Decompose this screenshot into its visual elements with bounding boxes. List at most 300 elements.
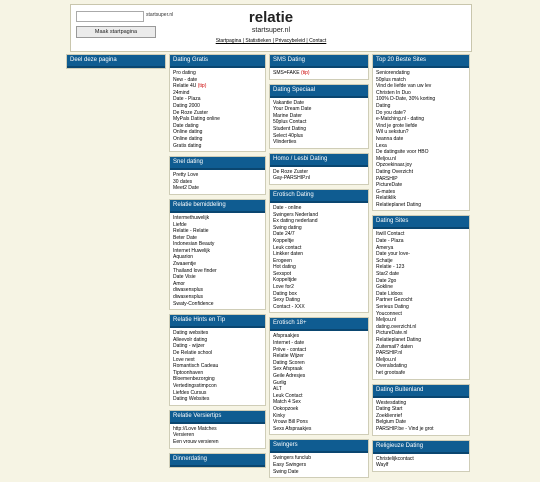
link-text[interactable]: 50plus Contact — [273, 119, 307, 126]
link-text[interactable]: Dating websites — [173, 330, 209, 337]
link-text[interactable]: Dating - wijzer — [173, 343, 205, 350]
link-text[interactable]: Easy Swingers — [273, 461, 307, 468]
link-item[interactable] — [173, 248, 263, 255]
link-item[interactable] — [376, 370, 467, 377]
link-item[interactable] — [273, 399, 366, 406]
link-text[interactable]: Aquarion — [173, 254, 194, 261]
link-item[interactable] — [273, 106, 366, 113]
link-text[interactable]: PARSHIP.be - Vind je grot — [376, 425, 434, 432]
link-item[interactable] — [173, 123, 263, 130]
link-text[interactable]: Meet2 Date — [173, 185, 199, 192]
link-item[interactable] — [173, 439, 263, 446]
link-item[interactable] — [173, 254, 263, 261]
link-item[interactable] — [376, 195, 467, 202]
link-item[interactable] — [376, 324, 467, 331]
link-item[interactable] — [376, 317, 467, 324]
link-item[interactable] — [173, 129, 263, 136]
link-text[interactable]: De Relatie school — [173, 350, 213, 356]
link-text[interactable]: Contact - XXX — [273, 303, 305, 310]
link-item[interactable] — [273, 258, 366, 265]
page-title: relatie — [248, 9, 294, 26]
link-item[interactable] — [173, 363, 263, 370]
link-box-title: Dinnerdating — [170, 454, 265, 467]
link-text[interactable]: Erogeen — [273, 257, 292, 264]
link-item[interactable] — [273, 284, 366, 291]
link-text[interactable]: Koppeltje — [273, 237, 294, 244]
link-text[interactable]: Intermethuwelijk — [173, 214, 210, 221]
link-item[interactable] — [273, 426, 366, 433]
link-item[interactable] — [273, 340, 366, 347]
link-item[interactable] — [376, 419, 467, 426]
link-item[interactable] — [173, 432, 263, 439]
link-text[interactable]: Date dating — [173, 122, 199, 129]
link-text[interactable]: Swingers Nederland — [273, 211, 319, 218]
link-item[interactable] — [273, 133, 366, 140]
link-text[interactable]: http://Love Matches — [173, 425, 217, 432]
link-list — [270, 203, 368, 313]
link-text[interactable]: Date - Plaza — [376, 238, 404, 245]
link-text[interactable]: Vertedingsstimpcon — [173, 382, 217, 389]
link-text[interactable]: Koppeltjde — [273, 277, 297, 284]
header-nav-links[interactable]: Startpagina | Statistieken | Privacybeleid | Contact — [215, 38, 327, 44]
link-item[interactable] — [173, 222, 263, 229]
link-box-title: Deel deze pagina — [67, 55, 165, 68]
link-text[interactable]: Zuitemail? daten — [376, 343, 413, 350]
link-box-title: Relatie bemiddeling — [170, 200, 265, 213]
link-box-title: Snel dating — [170, 157, 265, 170]
link-item[interactable] — [376, 162, 467, 169]
link-text[interactable]: ALT — [273, 386, 282, 393]
link-item[interactable] — [173, 287, 263, 294]
link-box — [372, 440, 470, 472]
link-item[interactable] — [173, 116, 263, 123]
link-item[interactable] — [376, 123, 467, 130]
link-text[interactable]: Itwill Contact — [376, 231, 405, 238]
link-text[interactable]: Pretty Love — [173, 172, 199, 179]
link-text[interactable]: Ookopzoek — [273, 405, 299, 412]
link-text[interactable]: Vakantie Date — [273, 99, 305, 106]
link-text[interactable]: Internet - date — [273, 340, 305, 347]
link-text[interactable]: Serieus Dating — [376, 304, 409, 310]
link-text[interactable]: 50plus match — [376, 76, 406, 83]
link-item[interactable] — [273, 353, 366, 360]
link-text[interactable]: Relatie - 123 — [376, 264, 405, 271]
link-item[interactable] — [376, 189, 467, 196]
link-text[interactable]: Dating Overzicht — [376, 168, 413, 175]
link-item[interactable] — [173, 426, 263, 433]
link-item[interactable] — [273, 238, 366, 245]
link-item[interactable] — [273, 70, 366, 77]
link-item[interactable] — [376, 129, 467, 136]
link-text[interactable]: Opzoekinaar.joy — [376, 162, 412, 169]
link-item[interactable] — [173, 274, 263, 281]
link-item[interactable] — [273, 175, 366, 182]
link-item[interactable] — [173, 337, 263, 344]
link-item[interactable] — [173, 172, 263, 179]
link-item[interactable] — [173, 330, 263, 337]
link-text[interactable]: Waylf — [376, 462, 389, 469]
link-text[interactable]: Your Dream Date — [273, 106, 312, 113]
link-item[interactable] — [173, 281, 263, 288]
link-item[interactable] — [173, 110, 263, 117]
link-item[interactable] — [273, 100, 366, 107]
link-item[interactable] — [273, 297, 366, 304]
link-list — [270, 167, 368, 184]
link-text[interactable]: Zoeklienrief — [376, 412, 402, 419]
link-item[interactable] — [173, 70, 263, 77]
link-item[interactable] — [376, 357, 467, 364]
link-text[interactable]: Vlinderties — [273, 139, 297, 146]
link-item[interactable] — [173, 103, 263, 110]
link-item[interactable] — [173, 390, 263, 397]
link-text[interactable]: Priive - contact — [273, 346, 307, 353]
link-text[interactable]: Amerya — [376, 244, 394, 251]
link-item[interactable] — [173, 396, 263, 403]
link-item[interactable] — [273, 212, 366, 219]
link-text[interactable]: Westesdating — [376, 399, 407, 406]
link-text[interactable]: Ex dating nederland — [273, 218, 318, 225]
link-item[interactable] — [173, 215, 263, 222]
link-item[interactable] — [273, 119, 366, 126]
link-text[interactable]: Love next — [173, 356, 195, 363]
link-text[interactable]: MyPals Dating online — [173, 116, 220, 123]
link-item[interactable] — [376, 182, 467, 189]
link-item[interactable] — [273, 469, 366, 476]
link-text[interactable]: Linkker daten — [273, 251, 304, 258]
link-text[interactable]: Sexspot — [273, 270, 292, 277]
link-box — [269, 84, 369, 149]
link-item[interactable] — [273, 419, 366, 426]
link-item[interactable] — [376, 149, 467, 156]
link-item[interactable] — [173, 268, 263, 275]
link-item[interactable] — [173, 241, 263, 248]
link-text[interactable]: Relatie - Relatie — [173, 228, 209, 235]
link-box — [269, 189, 369, 314]
link-text[interactable]: Versieren — [173, 432, 195, 439]
link-item[interactable] — [376, 110, 467, 117]
link-text[interactable]: 100% D-Date, 30% korting — [376, 96, 436, 103]
link-text[interactable]: Meljou.nl — [376, 356, 397, 363]
site-subtitle: startsuper.nl — [251, 27, 291, 34]
link-text[interactable]: Do you date? — [376, 109, 406, 116]
link-text[interactable]: Love for2 — [273, 284, 294, 291]
link-text[interactable]: Iwanna date — [376, 135, 404, 142]
link-item[interactable] — [173, 90, 263, 97]
link-text[interactable]: Tiptoonhaven — [173, 369, 204, 376]
link-item[interactable] — [376, 156, 467, 163]
link-list — [270, 98, 368, 148]
link-text[interactable]: Dating Scoren — [273, 359, 305, 366]
link-item[interactable] — [173, 343, 263, 350]
link-item[interactable] — [173, 376, 263, 383]
link-item[interactable] — [376, 90, 467, 97]
link-item[interactable] — [376, 176, 467, 183]
link-item[interactable] — [376, 456, 467, 463]
link-text[interactable]: Alleevolr dating — [173, 336, 208, 343]
column-3 — [269, 54, 369, 482]
link-text[interactable]: diwasensplus — [173, 287, 204, 294]
link-text[interactable]: PictureDate — [376, 182, 403, 189]
link-text[interactable]: 30 dates — [173, 178, 193, 185]
link-text[interactable]: PictureDate.nl — [376, 330, 408, 337]
link-text[interactable]: Liefde — [173, 221, 187, 228]
link-text[interactable]: Vrouw Bill Pons — [273, 419, 308, 426]
link-text[interactable]: Date Lidoos — [376, 290, 403, 297]
link-item[interactable] — [173, 136, 263, 143]
link-text[interactable]: Seniorendating — [376, 70, 410, 76]
link-item[interactable] — [173, 83, 263, 90]
link-item[interactable] — [376, 77, 467, 84]
link-text[interactable]: Relatiklik — [376, 195, 397, 202]
link-item[interactable] — [173, 96, 263, 103]
link-item[interactable] — [173, 77, 263, 84]
link-item[interactable] — [376, 116, 467, 123]
link-item[interactable] — [273, 360, 366, 367]
link-list — [170, 328, 265, 405]
link-item[interactable] — [173, 370, 263, 377]
link-box-title: Top 20 Beste Sites — [373, 55, 469, 68]
link-text[interactable]: Thailand love finder — [173, 267, 217, 274]
link-item[interactable] — [173, 350, 263, 357]
link-text[interactable]: Relatieplanet Dating — [376, 336, 422, 343]
link-box — [169, 410, 266, 449]
link-list — [170, 213, 265, 309]
site-header — [70, 4, 472, 52]
link-item[interactable] — [376, 169, 467, 176]
link-item[interactable] — [273, 413, 366, 420]
link-item[interactable] — [173, 301, 263, 308]
link-item[interactable] — [273, 218, 366, 225]
link-item[interactable] — [273, 139, 366, 146]
link-item[interactable] — [376, 363, 467, 370]
create-startpage-button[interactable]: Maak startpagina — [76, 26, 156, 38]
link-item[interactable] — [376, 245, 467, 252]
link-box — [269, 439, 369, 478]
link-text[interactable]: Kinky — [273, 412, 286, 419]
link-item[interactable] — [173, 294, 263, 301]
link-item[interactable] — [273, 245, 366, 252]
link-text[interactable]: Vind je grote liefde — [376, 122, 418, 129]
link-text[interactable]: Date - Plaza — [173, 96, 201, 103]
link-text[interactable]: Dating Websites — [173, 396, 210, 403]
link-item[interactable] — [273, 393, 366, 400]
link-text[interactable]: De Roze Zuster — [273, 168, 309, 175]
link-text[interactable]: Geile Adresjes — [273, 373, 306, 379]
link-text[interactable]: Vind de liefde van uw lev — [376, 83, 432, 90]
link-text[interactable]: dating.overzicht.nl — [376, 323, 417, 330]
link-text[interactable]: Christelijkcontact — [376, 455, 414, 462]
link-item[interactable] — [376, 202, 467, 209]
link-text[interactable]: De datingsite voor HBO — [376, 149, 429, 156]
link-text[interactable]: Beter Date — [173, 234, 197, 241]
link-item[interactable] — [173, 179, 263, 186]
link-item[interactable] — [173, 235, 263, 242]
link-text[interactable]: Dating box — [273, 290, 297, 297]
link-item[interactable] — [376, 462, 467, 469]
link-text[interactable]: Date your love- — [376, 251, 410, 258]
link-text[interactable]: Marine Dater — [273, 112, 302, 119]
link-text[interactable]: Date Visie — [173, 274, 196, 281]
link-text[interactable]: Sexs Afspraakjes — [273, 425, 312, 432]
link-text[interactable]: Leuk Contact — [273, 392, 303, 399]
link-text[interactable]: Afspraakjes — [273, 333, 300, 340]
link-item[interactable] — [376, 304, 467, 311]
link-item[interactable] — [273, 264, 366, 271]
link-text[interactable]: Partner Gezocht — [376, 297, 413, 304]
link-item[interactable] — [376, 136, 467, 143]
link-text[interactable]: Date - online — [273, 204, 302, 211]
link-text[interactable]: Student Dating — [273, 125, 307, 132]
link-item[interactable] — [376, 271, 467, 278]
link-item[interactable] — [376, 231, 467, 238]
link-box-title: SMS Dating — [270, 55, 368, 68]
link-item[interactable] — [376, 83, 467, 90]
link-box — [169, 199, 266, 310]
link-text[interactable]: Dating Start — [376, 406, 403, 413]
link-item[interactable] — [376, 96, 467, 103]
link-text[interactable]: G-mates — [376, 188, 396, 195]
link-item[interactable] — [376, 251, 467, 258]
link-item[interactable] — [273, 225, 366, 232]
link-item[interactable] — [376, 70, 467, 77]
link-item[interactable] — [273, 169, 366, 176]
link-text[interactable]: Overalsdating — [376, 363, 407, 370]
link-text[interactable]: Meljou.nl — [376, 317, 397, 324]
link-item[interactable] — [273, 251, 366, 258]
link-text[interactable]: Dating 2000 — [173, 102, 200, 109]
link-text[interactable]: Internet Huwelijk — [173, 247, 210, 254]
link-text[interactable]: PARSHIP — [376, 175, 398, 182]
link-item[interactable] — [273, 380, 366, 387]
link-text[interactable]: Relatie 4U — [173, 83, 197, 90]
link-text[interactable]: Online dating — [173, 129, 203, 136]
link-text[interactable]: Swing Date — [273, 468, 299, 475]
link-item[interactable] — [173, 357, 263, 364]
link-text[interactable]: Bloemenbezorging — [173, 376, 215, 383]
link-text[interactable]: Liefdes Cursus — [173, 389, 207, 396]
link-item[interactable] — [173, 228, 263, 235]
link-text[interactable]: Indonesian Beauty — [173, 241, 215, 248]
link-text[interactable]: Zwaaentje — [173, 261, 197, 268]
link-item[interactable] — [273, 113, 366, 120]
link-text[interactable]: e-Matching.nl - dating — [376, 116, 425, 123]
link-item[interactable] — [273, 205, 366, 212]
link-item[interactable] — [273, 373, 366, 380]
link-item[interactable] — [273, 304, 366, 311]
link-item[interactable] — [273, 231, 366, 238]
link-text[interactable]: Meljou.nl — [376, 155, 397, 162]
link-text[interactable]: Dating — [376, 102, 391, 109]
link-item[interactable] — [173, 185, 263, 192]
link-text[interactable]: PARSHIP.nl — [376, 350, 403, 357]
link-text[interactable]: Online dating — [173, 135, 203, 142]
link-text[interactable]: Gurlig — [273, 379, 287, 386]
link-item[interactable] — [173, 143, 263, 150]
link-box-title: Religieuze Dating — [373, 441, 469, 454]
link-text[interactable]: Select 40plus — [273, 132, 304, 139]
link-item[interactable] — [376, 258, 467, 265]
link-text[interactable]: het grootsafe — [376, 369, 406, 376]
link-text[interactable]: Date 24/7 — [273, 231, 295, 238]
link-text[interactable]: Schatje — [376, 257, 393, 264]
link-item[interactable] — [173, 383, 263, 390]
link-text[interactable]: Swingers funclub — [273, 455, 312, 462]
link-item[interactable] — [273, 333, 366, 340]
link-item[interactable] — [273, 406, 366, 413]
link-text[interactable]: New - date — [173, 76, 198, 83]
link-item[interactable] — [376, 264, 467, 271]
link-text[interactable]: Belgium Date — [376, 419, 407, 426]
link-item[interactable] — [376, 330, 467, 337]
link-item[interactable] — [173, 261, 263, 268]
link-item[interactable] — [273, 271, 366, 278]
link-item[interactable] — [273, 347, 366, 354]
link-item[interactable] — [273, 277, 366, 284]
link-item[interactable] — [376, 297, 467, 304]
link-text[interactable]: diwasensplus — [173, 294, 204, 301]
link-text[interactable]: 24mind — [173, 89, 190, 96]
link-text[interactable]: Een vrouw versieren — [173, 438, 219, 445]
link-text[interactable]: Lexa — [376, 142, 387, 149]
link-item[interactable] — [273, 462, 366, 469]
link-text[interactable]: Christen In Duo — [376, 89, 411, 96]
link-item[interactable] — [376, 103, 467, 110]
link-item[interactable] — [376, 406, 467, 413]
link-text[interactable]: Gokline — [376, 284, 393, 291]
link-text[interactable]: Sex Afspraak — [273, 366, 303, 373]
link-item[interactable] — [273, 386, 366, 393]
link-text[interactable]: Amor — [173, 280, 185, 287]
link-item[interactable] — [376, 311, 467, 318]
link-text[interactable]: De Roze Zuster — [173, 109, 209, 116]
link-text[interactable]: Pro dating — [173, 70, 196, 76]
link-item[interactable] — [273, 366, 366, 373]
link-text[interactable]: Gay-PARSHIP.nl — [273, 175, 311, 182]
link-item[interactable] — [376, 238, 467, 245]
link-item[interactable] — [376, 291, 467, 298]
link-text[interactable]: Relatie Wijzer — [273, 353, 304, 360]
link-item[interactable] — [273, 126, 366, 133]
link-text[interactable]: Youconnect — [376, 310, 402, 317]
link-item[interactable] — [376, 337, 467, 344]
link-item[interactable] — [273, 291, 366, 298]
link-text[interactable]: Gratis dating — [173, 142, 202, 149]
link-text[interactable]: Sexy Dating — [273, 297, 300, 304]
link-box — [169, 54, 266, 152]
link-text[interactable]: Date 2go — [376, 277, 397, 284]
link-text[interactable]: Hot dating — [273, 264, 296, 271]
link-item[interactable] — [376, 413, 467, 420]
link-text[interactable]: Leuk contact — [273, 244, 302, 251]
link-text[interactable]: SMS=FAKE — [273, 70, 300, 76]
link-box — [372, 384, 470, 436]
link-text[interactable]: Swaty-Confidence — [173, 300, 214, 307]
link-text[interactable]: Swing dating — [273, 224, 302, 231]
link-item[interactable] — [376, 278, 467, 285]
link-item[interactable] — [376, 284, 467, 291]
link-text[interactable]: Star2 date — [376, 271, 400, 278]
link-box-title: Dating Buitenland — [373, 385, 469, 398]
link-text[interactable]: Wil u sekstun? — [376, 129, 409, 136]
link-item[interactable] — [376, 143, 467, 150]
link-item[interactable] — [376, 350, 467, 357]
link-item[interactable] — [376, 344, 467, 351]
link-item[interactable] — [376, 400, 467, 407]
link-text[interactable]: Romantisch Cadeau — [173, 363, 219, 370]
link-item[interactable] — [273, 455, 366, 462]
link-text[interactable]: Match 4 Sex — [273, 399, 301, 406]
link-text[interactable]: Relatieplanet Dating — [376, 201, 422, 208]
